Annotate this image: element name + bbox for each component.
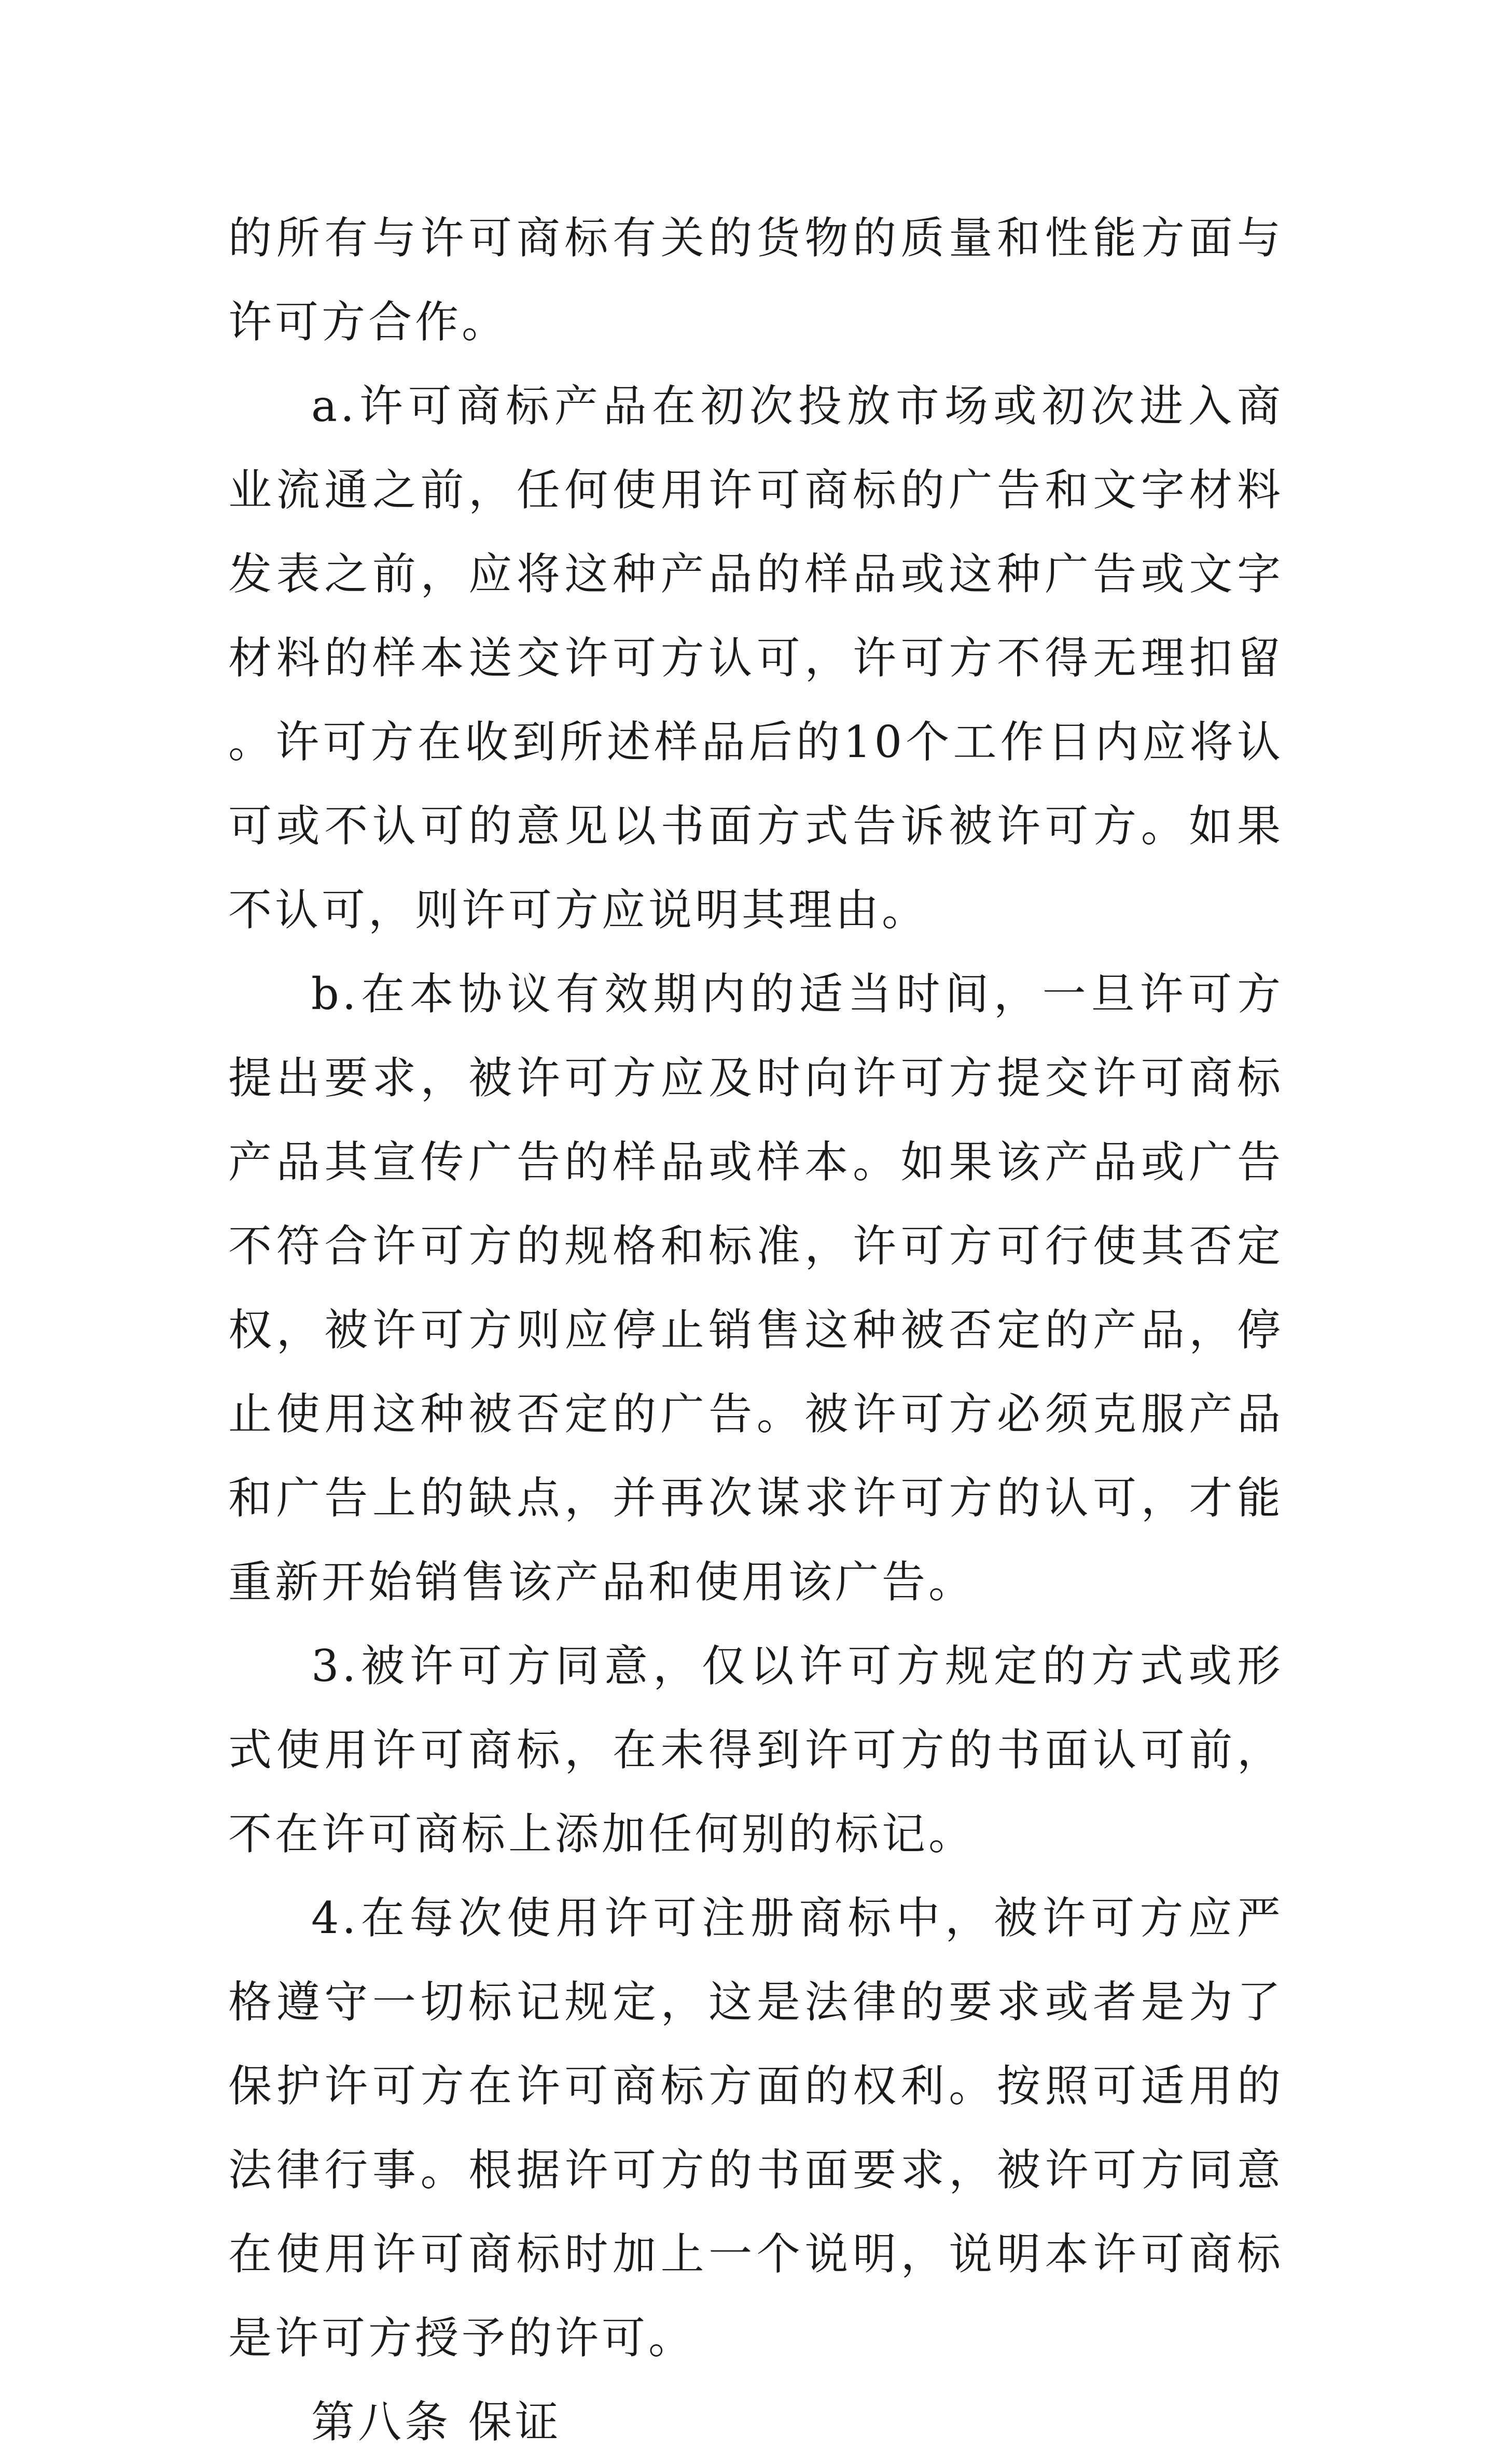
paragraph-clause-a: a.许可商标产品在初次投放市场或初次进入商业流通之前，任何使用许可商标的广告和文字材料发表之前，应将这种产品的样品或这种广告或文字材料的样本送交许可方认可，许可方不得无理扣留。许可方在收到所述样品后的10个工作日内应将认可或不认可的意见以书面方式告诉被许可方。如果不认可，则许可方应说明其理由。 (228, 381, 1284, 935)
paragraph-continuation: 的所有与许可商标有关的货物的质量和性能方面与许可方合作。 (228, 213, 1284, 347)
paragraph-clause-4: 4.在每次使用许可注册商标中，被许可方应严格遵守一切标记规定，这是法律的要求或者是为了保护许可方在许可商标方面的权利。按照可适用的法律行事。根据许可方的书面要求，被许可方同意在使用许可商标时加上一个说明，说明本许可商标是许可方授予的许可。 (228, 1893, 1284, 2363)
section-heading: 第八条 保证 (311, 2397, 562, 2447)
document-page (228, 196, 1284, 2464)
paragraph-clause-b: b.在本协议有效期内的适当时间，一旦许可方提出要求，被许可方应及时向许可方提交许可商标产品其宣传广告的样品或样本。如果该产品或广告不符合许可方的规格和标准，许可方可行使其否定权，被许可方则应停止销售这种被否定的产品，停止使用这种被否定的广告。被许可方必须克服产品和广告上的缺点，并再次谋求许可方的认可，才能重新开始销售该产品和使用该广告。 (228, 969, 1284, 1607)
paragraph-clause-3: 3.被许可方同意，仅以许可方规定的方式或形式使用许可商标，在未得到许可方的书面认可前，不在许可商标上添加任何别的标记。 (228, 1641, 1284, 1859)
